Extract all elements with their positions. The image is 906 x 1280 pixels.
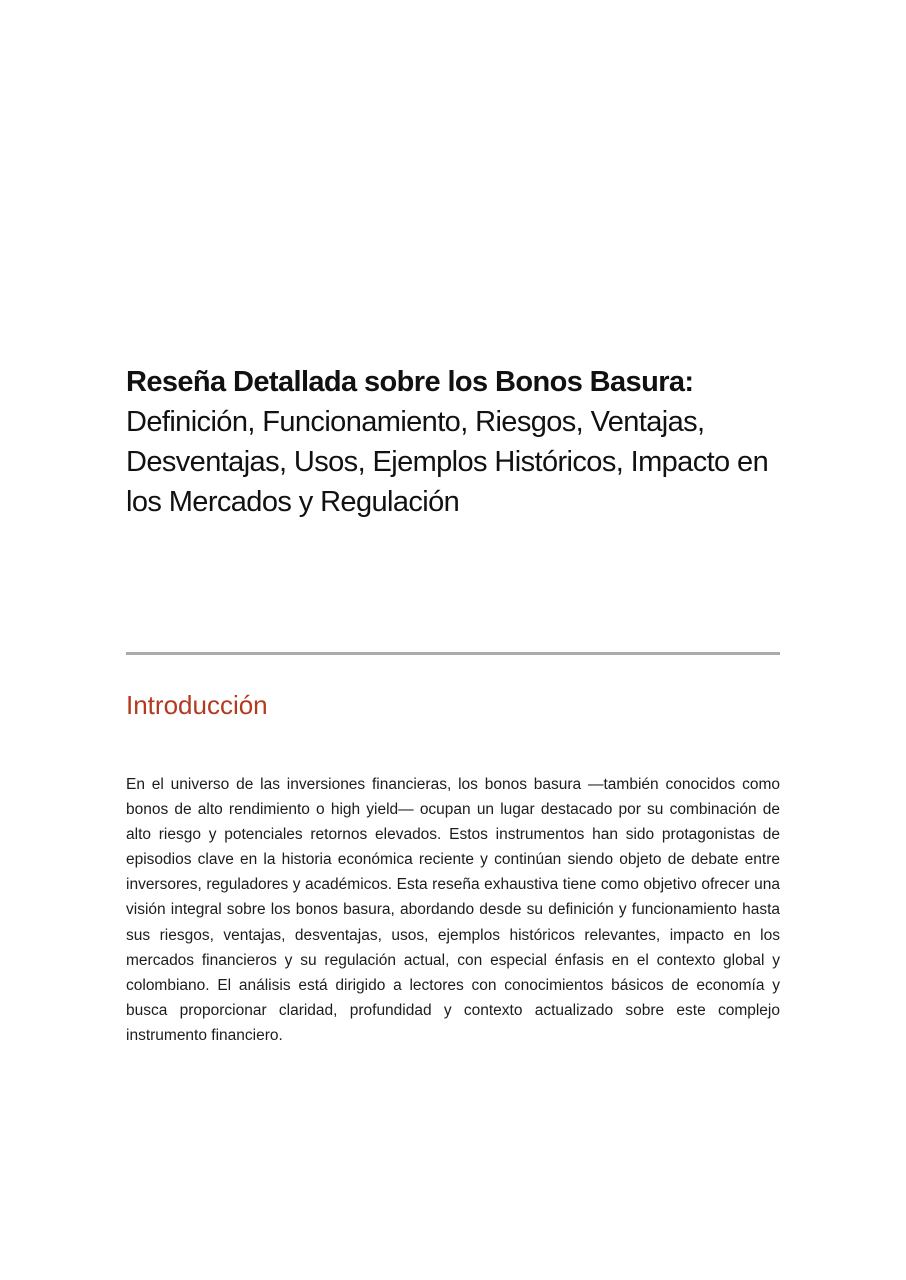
horizontal-divider [126,652,780,655]
title-subtitle-part: Definición, Funcionamiento, Riesgos, Ventajas, Desventajas, Usos, Ejemplos Históricos, Impacto en los Mercados y Regulación [126,406,769,518]
section-heading-introduccion: Introducción [126,690,268,720]
document-title [126,362,786,522]
title-bold-part: Reseña Detallada sobre los Bonos Basura: [126,366,694,398]
intro-paragraph: En el universo de las inversiones financieras, los bonos basura —también conocidos como bonos de alto rendimiento o high yield— ocupan un lugar destacado por su combinación de alto riesgo y potenciales retornos elevados. Estos instrumentos han sido protagonistas de episodios clave en la historia económica reciente y continúan siendo objeto de debate entre inversores, reguladores y académicos. Esta reseña exhaustiva tiene como objetivo ofrecer una visión integral sobre los bonos basura, abordando desde su definición y funcionamiento hasta sus riesgos, ventajas, desventajas, usos, ejemplos históricos relevantes, impacto en los mercados financieros y su regulación actual, con especial énfasis en el contexto global y colombiano. El análisis está dirigido a lectores con conocimientos básicos de economía y busca proporcionar claridad, profundidad y contexto actualizado sobre este complejo instrumento financiero. [126,776,780,1044]
